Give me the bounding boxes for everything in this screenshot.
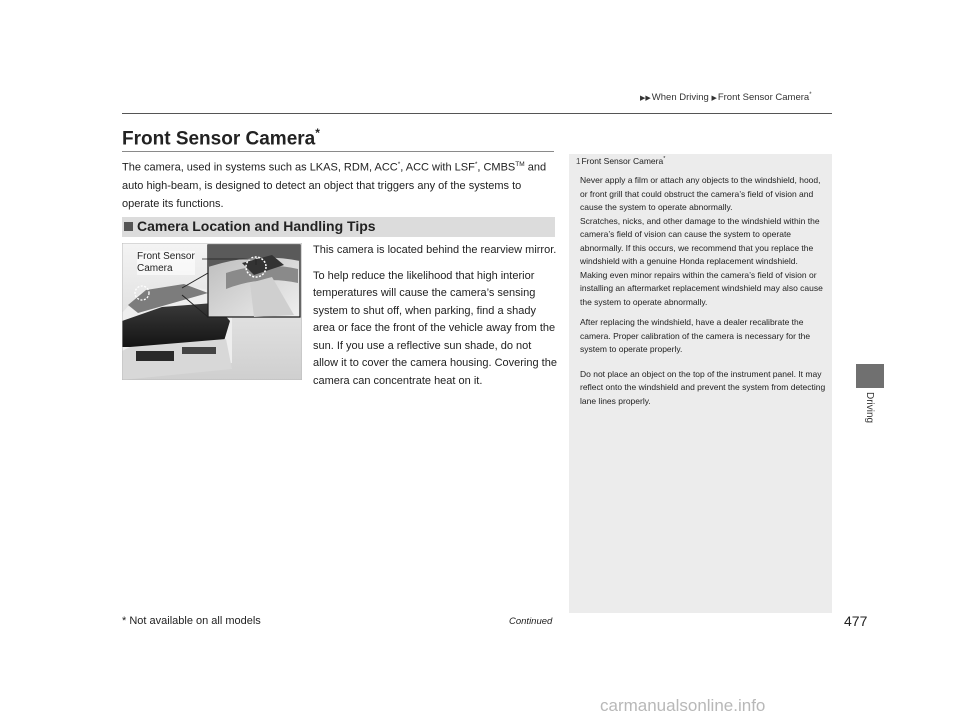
page-title-text: Front Sensor Camera (122, 128, 316, 150)
intro-text-1: The camera, used in systems such as LKAS, RDM, ACC (122, 161, 398, 174)
intro-asterisk-2: * (474, 161, 478, 168)
section-heading-text: Camera Location and Handling Tips (137, 218, 376, 234)
body-text (313, 242, 557, 398)
footnote: * Not available on all models (122, 615, 261, 627)
note-heading (576, 156, 665, 166)
chapter-tab-text: Driving (864, 392, 875, 424)
header-rule (122, 113, 832, 114)
intro-text-4: and auto high-beam, is designed to detect an object that triggers any of the systems to operate its functions. (122, 161, 547, 210)
section-bullet-icon (124, 222, 133, 231)
figure-label (137, 251, 195, 275)
chapter-tab-label (855, 392, 885, 432)
note-title-asterisk: * (663, 156, 666, 163)
section-heading (122, 217, 555, 237)
watermark: carmanualsonline.info (600, 696, 766, 715)
page-title (122, 126, 320, 150)
note-title: Front Sensor Camera (581, 156, 664, 166)
figure-label-line-1: Front Sensor (137, 251, 195, 262)
note-text (580, 174, 826, 415)
trademark-symbol: TM (515, 161, 525, 168)
title-asterisk: * (315, 126, 320, 140)
breadcrumb-arrow-icon: ▶ (711, 95, 717, 103)
note-paragraph-3: After replacing the windshield, have a dealer recalibrate the camera. Proper calibration of the camera is necessary for the system to operate properly. (580, 317, 811, 354)
body-paragraph-2: To help reduce the likelihood that high interior temperatures will cause the camera’s sensing system to shut off, when parking, find a shady area or face the front of the vehicle away from the sun. If you use a reflective sun shade, do not allow it to cover the camera housing. Covering the camera can concentrate heat on it. (313, 269, 557, 387)
intro-text-2: , ACC with LSF (400, 161, 475, 174)
continued-label: Continued (509, 616, 553, 627)
note-paragraph-2: Scratches, nicks, and other damage to the windshield within the camera’s field of vision can cause the system to operate abnormally. If this occurs, we recommend that you replace the windshield with a genuine Honda replacement windshield. Making even minor repairs within the camera’s field of vision or installing an aftermarket replacement windshield may also cause the system to operate abnormally. (580, 215, 823, 307)
note-number: 1 (576, 157, 581, 166)
note-paragraph-4: Do not place an object on the top of the instrument panel. It may reflect onto the windshield and prevent the system from detecting lane lines properly. (580, 368, 826, 406)
breadcrumb-item-when-driving[interactable]: When Driving (651, 92, 709, 104)
page-number: 477 (844, 613, 868, 629)
footnote-asterisk: * (809, 92, 812, 98)
intro-text-3: , CMBS (477, 161, 516, 174)
figure-label-line-2: Camera (137, 263, 173, 274)
body-paragraph-1: This camera is located behind the rearview mirror. (313, 244, 557, 256)
breadcrumb-item-front-sensor-camera[interactable]: Front Sensor Camera (717, 92, 810, 104)
note-paragraph-1: Never apply a film or attach any objects to the windshield, hood, or front grill that could obstruct the camera’s field of vision and cause the system to operate abnormally. (580, 175, 821, 212)
intro-asterisk-1: * (397, 161, 401, 168)
chapter-tab-marker (856, 364, 884, 388)
title-rule (122, 151, 554, 152)
breadcrumb-arrow-icon: ▶▶ (640, 95, 651, 103)
intro-paragraph (122, 156, 557, 213)
breadcrumb (640, 92, 940, 103)
